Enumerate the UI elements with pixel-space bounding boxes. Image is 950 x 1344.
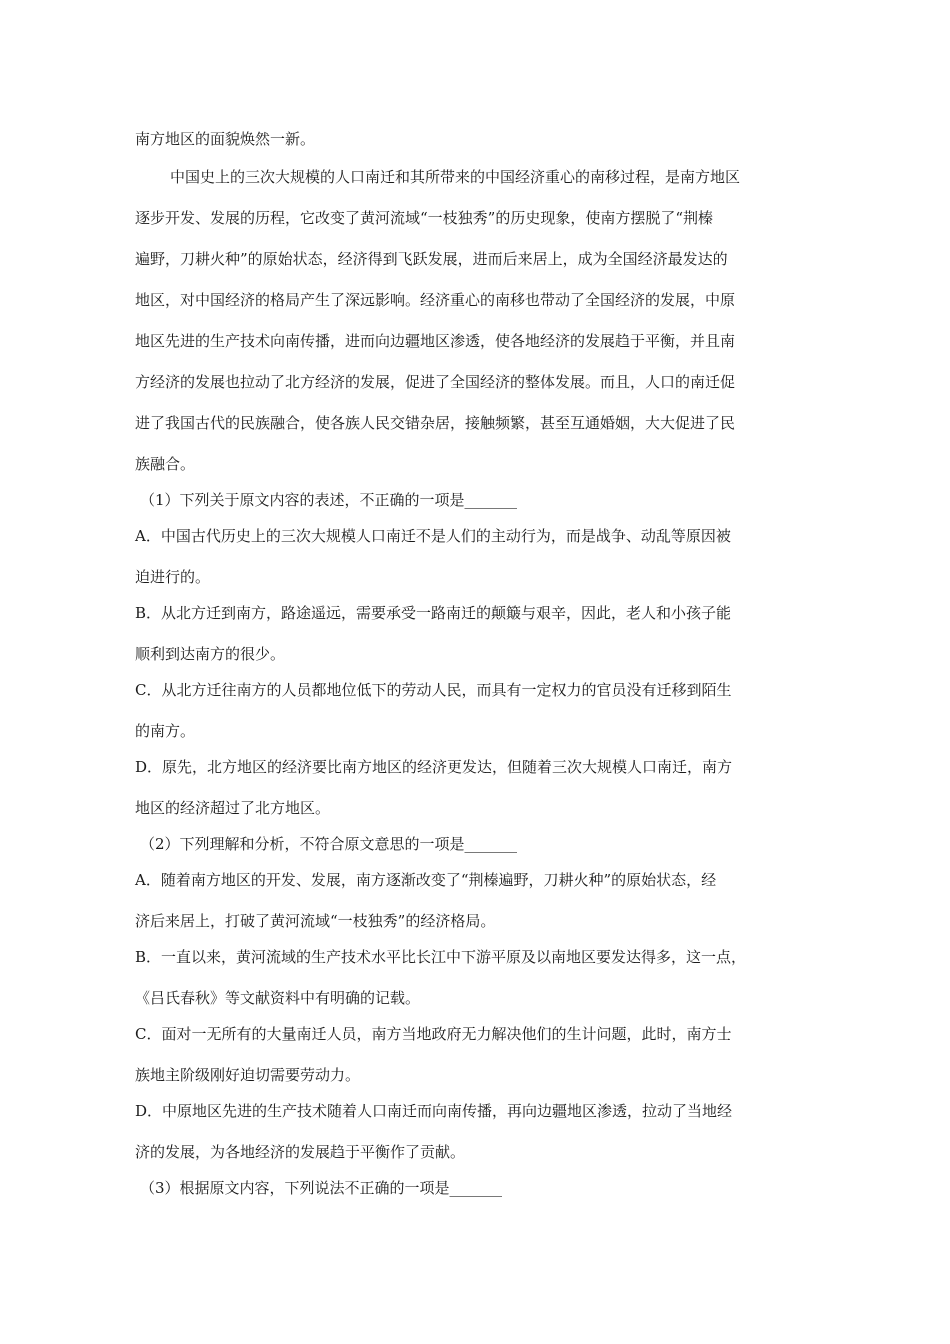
q2-option-d-line: 济的发展，为各地经济的发展趋于平衡作了贡献。 [135,1143,466,1161]
question-2-stem: （2）下列理解和分析，不符合原文意思的一项是_______ [140,835,518,853]
q1-option-a-line: 迫进行的。 [135,568,211,586]
paragraph-line: 方经济的发展也拉动了北方经济的发展，促进了全国经济的整体发展。而且，人口的南迁促 [135,373,736,391]
paragraph-line: 地区先进的生产技术向南传播，进而向边疆地区渗透，使各地经济的发展趋于平衡，并且南 [135,332,736,350]
q1-option-b-line: B．从北方迁到南方，路途遥远，需要承受一路南迁的颠簸与艰辛，因此，老人和小孩子能 [135,604,732,622]
q2-option-b-line: B．一直以来，黄河流域的生产技术水平比长江中下游平原及以南地区要发达得多，这一点， [135,948,747,966]
question-1-stem: （1）下列关于原文内容的表述，不正确的一项是_______ [140,491,518,509]
paragraph-line: 地区，对中国经济的格局产生了深远影响。经济重心的南移也带动了全国经济的发展，中原 [135,291,736,309]
q1-option-b-line: 顺利到达南方的很少。 [135,645,286,663]
paragraph-top-line: 南方地区的面貌焕然一新。 [135,130,316,148]
q1-option-c-line: 的南方。 [135,722,196,740]
question-3-stem: （3）根据原文内容，下列说法不正确的一项是_______ [140,1179,503,1197]
q1-option-a-line: A．中国古代历史上的三次大规模人口南迁不是人们的主动行为，而是战争、动乱等原因被 [135,527,731,545]
q1-option-c-line: C．从北方迁往南方的人员都地位低下的劳动人民，而具有一定权力的官员没有迁移到陌生 [135,681,732,699]
q2-option-b-line: 《吕氏春秋》等文献资料中有明确的记载。 [135,989,421,1007]
q1-option-d-line: D．原先，北方地区的经济要比南方地区的经济更发达，但随着三次大规模人口南迁，南方 [135,758,733,776]
q2-option-a-line: A．随着南方地区的开发、发展，南方逐渐改变了“荆榛遍野，刀耕火种”的原始状态，经 [135,871,717,889]
q1-option-d-line: 地区的经济超过了北方地区。 [135,799,331,817]
paragraph-line: 进了我国古代的民族融合，使各族人民交错杂居，接触频繁，甚至互通婚姻，大大促进了民 [135,414,736,432]
paragraph-line: 族融合。 [135,455,196,473]
q2-option-c-line: 族地主阶级刚好迫切需要劳动力。 [135,1066,361,1084]
paragraph-line: 逐步开发、发展的历程，它改变了黄河流域“一枝独秀”的历史现象，使南方摆脱了“荆榛 [135,209,714,227]
paragraph-line: 遍野，刀耕火种”的原始状态，经济得到飞跃发展，进而后来居上，成为全国经济最发达的 [135,250,728,268]
paragraph-line: 中国史上的三次大规模的人口南迁和其所带来的中国经济重心的南移过程，是南方地区 [170,168,741,186]
q2-option-c-line: C．面对一无所有的大量南迁人员，南方当地政府无力解决他们的生计问题，此时，南方士 [135,1025,732,1043]
q2-option-a-line: 济后来居上，打破了黄河流域“一枝独秀”的经济格局。 [135,912,496,930]
q2-option-d-line: D．中原地区先进的生产技术随着人口南迁而向南传播，再向边疆地区渗透，拉动了当地经 [135,1102,733,1120]
